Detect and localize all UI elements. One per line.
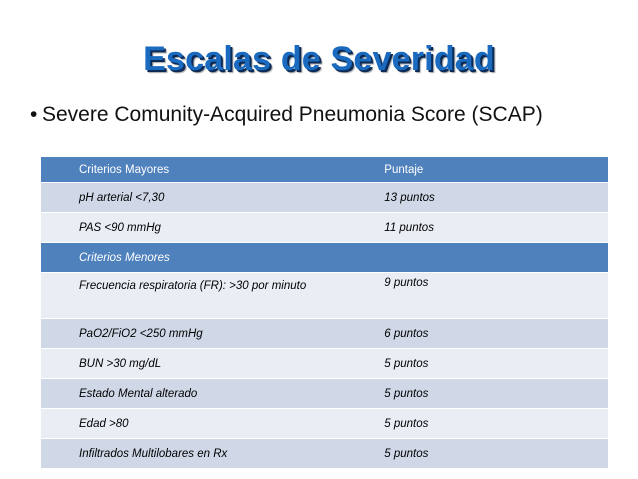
header-puntaje: Puntaje — [380, 157, 608, 183]
criterio-cell: Infiltrados Multilobares en Rx — [41, 439, 380, 469]
table-row — [41, 213, 608, 243]
puntaje-cell: 5 puntos — [380, 409, 608, 439]
scap-table — [41, 157, 608, 469]
bullet-text: Severe Comunity-Acquired Pneumonia Score (SCAP) — [42, 103, 543, 126]
bullet-point — [30, 100, 590, 129]
puntaje-cell: 5 puntos — [380, 349, 608, 379]
empty-header-cell — [380, 243, 608, 273]
criterio-cell: PaO2/FiO2 <250 mmHg — [41, 319, 380, 349]
table-row — [41, 439, 608, 469]
puntaje-cell: 9 puntos — [380, 273, 608, 319]
puntaje-cell: 5 puntos — [380, 379, 608, 409]
criterio-text: Frecuencia respiratoria (FR): >30 por minuto — [79, 280, 307, 292]
table-header-row — [41, 157, 608, 183]
slide-title: Escalas de Severidad — [143, 40, 495, 78]
criterio-cell: Estado Mental alterado — [41, 379, 380, 409]
table-row — [41, 379, 608, 409]
criterio-cell: BUN >30 mg/dL — [41, 349, 380, 379]
header-criterios-mayores: Criterios Mayores — [41, 157, 380, 183]
bullet-dot: • — [30, 103, 38, 126]
table-row — [41, 183, 608, 213]
header-criterios-menores: Criterios Menores — [41, 243, 380, 273]
criterio-cell: Edad >80 — [41, 409, 380, 439]
minor-criteria-header-row — [41, 243, 608, 273]
criterio-cell: pH arterial <7,30 — [41, 183, 380, 213]
criterio-cell: PAS <90 mmHg — [41, 213, 380, 243]
table-row — [41, 319, 608, 349]
table-row — [41, 273, 608, 319]
table-row — [41, 349, 608, 379]
puntaje-cell: 6 puntos — [380, 319, 608, 349]
table-row — [41, 409, 608, 439]
puntaje-cell: 13 puntos — [380, 183, 608, 213]
puntaje-cell: 5 puntos — [380, 439, 608, 469]
criterio-cell — [41, 273, 380, 319]
puntaje-cell: 11 puntos — [380, 213, 608, 243]
